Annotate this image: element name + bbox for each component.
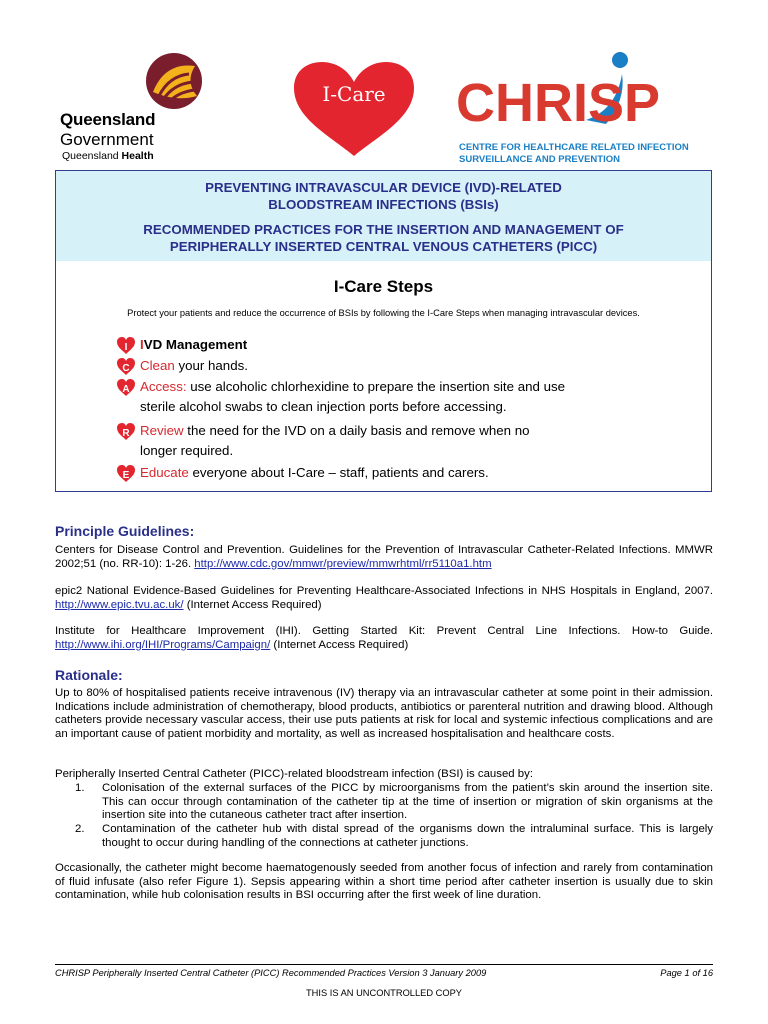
chrisp-subtitle-2: SURVEILLANCE AND PREVENTION: [459, 154, 620, 165]
heart-e-icon: E: [116, 464, 136, 483]
icare-logo: [290, 60, 418, 158]
chrisp-logo: [456, 50, 721, 170]
list-item: 1. Colonisation of the external surfaces of the PICC by microorganisms from the patient’s skin around the insertion site. This can occur through contamination of the catheter tip at the time of insertion or migration of skin organisms at the insertion site into the cutaneous catheter tract after insertion.: [75, 782, 713, 822]
heading-2a: RECOMMENDED PRACTICES FOR THE INSERTION AND MANAGEMENT OF: [143, 222, 624, 237]
rationale-paragraph-2: Peripherally Inserted Central Catheter (PICC)-related bloodstream infection (BSI) is caused by:: [55, 768, 533, 780]
footer-divider: [55, 964, 713, 965]
panel-header: [56, 171, 711, 261]
heart-c-icon: C: [116, 357, 136, 376]
qld-government: Government: [60, 130, 154, 149]
footer-page-number: Page 1 of 16: [660, 968, 713, 978]
steps-intro: Protect your patients and reduce the occurrence of BSIs by following the I-Care Steps when managing intravascular devices.: [127, 308, 640, 318]
list-item: 2. Contamination of the catheter hub with distal spread of the organisms down the intraluminal surface. This is largely thought to occur during handling of the connections at catheter junctions.: [75, 823, 713, 849]
chrisp-wordmark: CHRISP: [456, 73, 661, 133]
heading-2b: PERIPHERALLY INSERTED CENTRAL VENOUS CATHETERS (PICC): [169, 239, 598, 254]
heart-icon: [290, 60, 418, 158]
cdc-link[interactable]: http://www.cdc.gov/mmwr/preview/mmwrhtml/rr5110a1.htm: [194, 557, 492, 570]
heart-a-icon: A: [116, 378, 136, 397]
ihi-link[interactable]: http://www.ihi.org/IHI/Programs/Campaign/: [55, 638, 271, 651]
queensland-government-logo: [60, 52, 170, 162]
step-a: A Access: use alcoholic chlorhexidine to prepare the insertion site and use sterile alcohol swabs to clean injection ports before accessing.: [140, 377, 565, 417]
steps-title: I-Care Steps: [333, 277, 434, 296]
guideline-ref-2: epic2 National Evidence-Based Guidelines for Preventing Healthcare-Associated Infections in NHS Hospitals in England, 2007. http://www.epic.tvu.ac.uk/ (Internet Access Required): [55, 585, 713, 611]
icare-logo-text: I-Care: [322, 82, 386, 106]
rationale-title: Rationale:: [55, 667, 123, 683]
heart-r-icon: R: [116, 422, 136, 441]
step-i: I IVD Management: [140, 335, 247, 355]
qld-name: Queensland: [60, 110, 156, 129]
step-c: C Clean your hands.: [140, 356, 248, 376]
chrisp-subtitle-1: CENTRE FOR HEALTHCARE RELATED INFECTION: [459, 142, 689, 153]
heading-1b: BLOODSTREAM INFECTIONS (BSIs): [268, 197, 499, 212]
rationale-paragraph-1: Up to 80% of hospitalised patients receive intravenous (IV) therapy via an intravascular catheter at some point in their admission. Indications include administration of chemotherapy, blood products, antibiotics or parenteral nutrition and drawing blood. Although catheters provide necessary vascular access, their use puts patients at risk for local and systemic infectious complications and are an important cause of patient morbidity and mortality, as well as increased hospitalisation and healthcare costs.: [55, 687, 713, 740]
guideline-ref-3: Institute for Healthcare Improvement (IHI). Getting Started Kit: Prevent Central Line Infections. How-to Guide. http://www.ihi.org/IHI/Programs/Campaign/ (Internet Access Required): [55, 625, 713, 651]
guideline-ref-1: Centers for Disease Control and Prevention. Guidelines for the Prevention of Intravascular Catheter-Related Infections. MMWR 2002;51 (no. RR-10): 1-26. http://www.cdc.gov/mmwr/preview/mmwrhtml/rr5110a1.htm: [55, 544, 713, 570]
footer-document-title: CHRISP Peripherally Inserted Central Catheter (PICC) Recommended Practices Version 3 January 2009: [55, 968, 487, 978]
icare-panel: [55, 170, 712, 492]
queensland-emblem-icon: [145, 52, 203, 110]
rationale-paragraph-3: Occasionally, the catheter might become haematogenously seeded from another focus of infection and rarely from contamination of fluid infusate (also refer Figure 1). Sepsis appearing within a short time period after catheter insertion is usually due to skin contamination, while hub colonisation results in BSI occurring after the first week of line duration.: [55, 862, 713, 902]
epic-link[interactable]: http://www.epic.tvu.ac.uk/: [55, 598, 184, 611]
guidelines-title: Principle Guidelines:: [55, 523, 195, 539]
step-e: E Educate everyone about I-Care – staff, patients and carers.: [140, 463, 489, 483]
step-r: R Review the need for the IVD on a daily basis and remove when no longer required.: [140, 421, 530, 461]
heart-i-icon: I: [116, 336, 136, 355]
footer-uncontrolled-copy: THIS IS AN UNCONTROLLED COPY: [305, 988, 462, 998]
heading-1a: PREVENTING INTRAVASCULAR DEVICE (IVD)-RELATED: [205, 180, 562, 195]
qld-health: Queensland Health: [62, 150, 154, 162]
